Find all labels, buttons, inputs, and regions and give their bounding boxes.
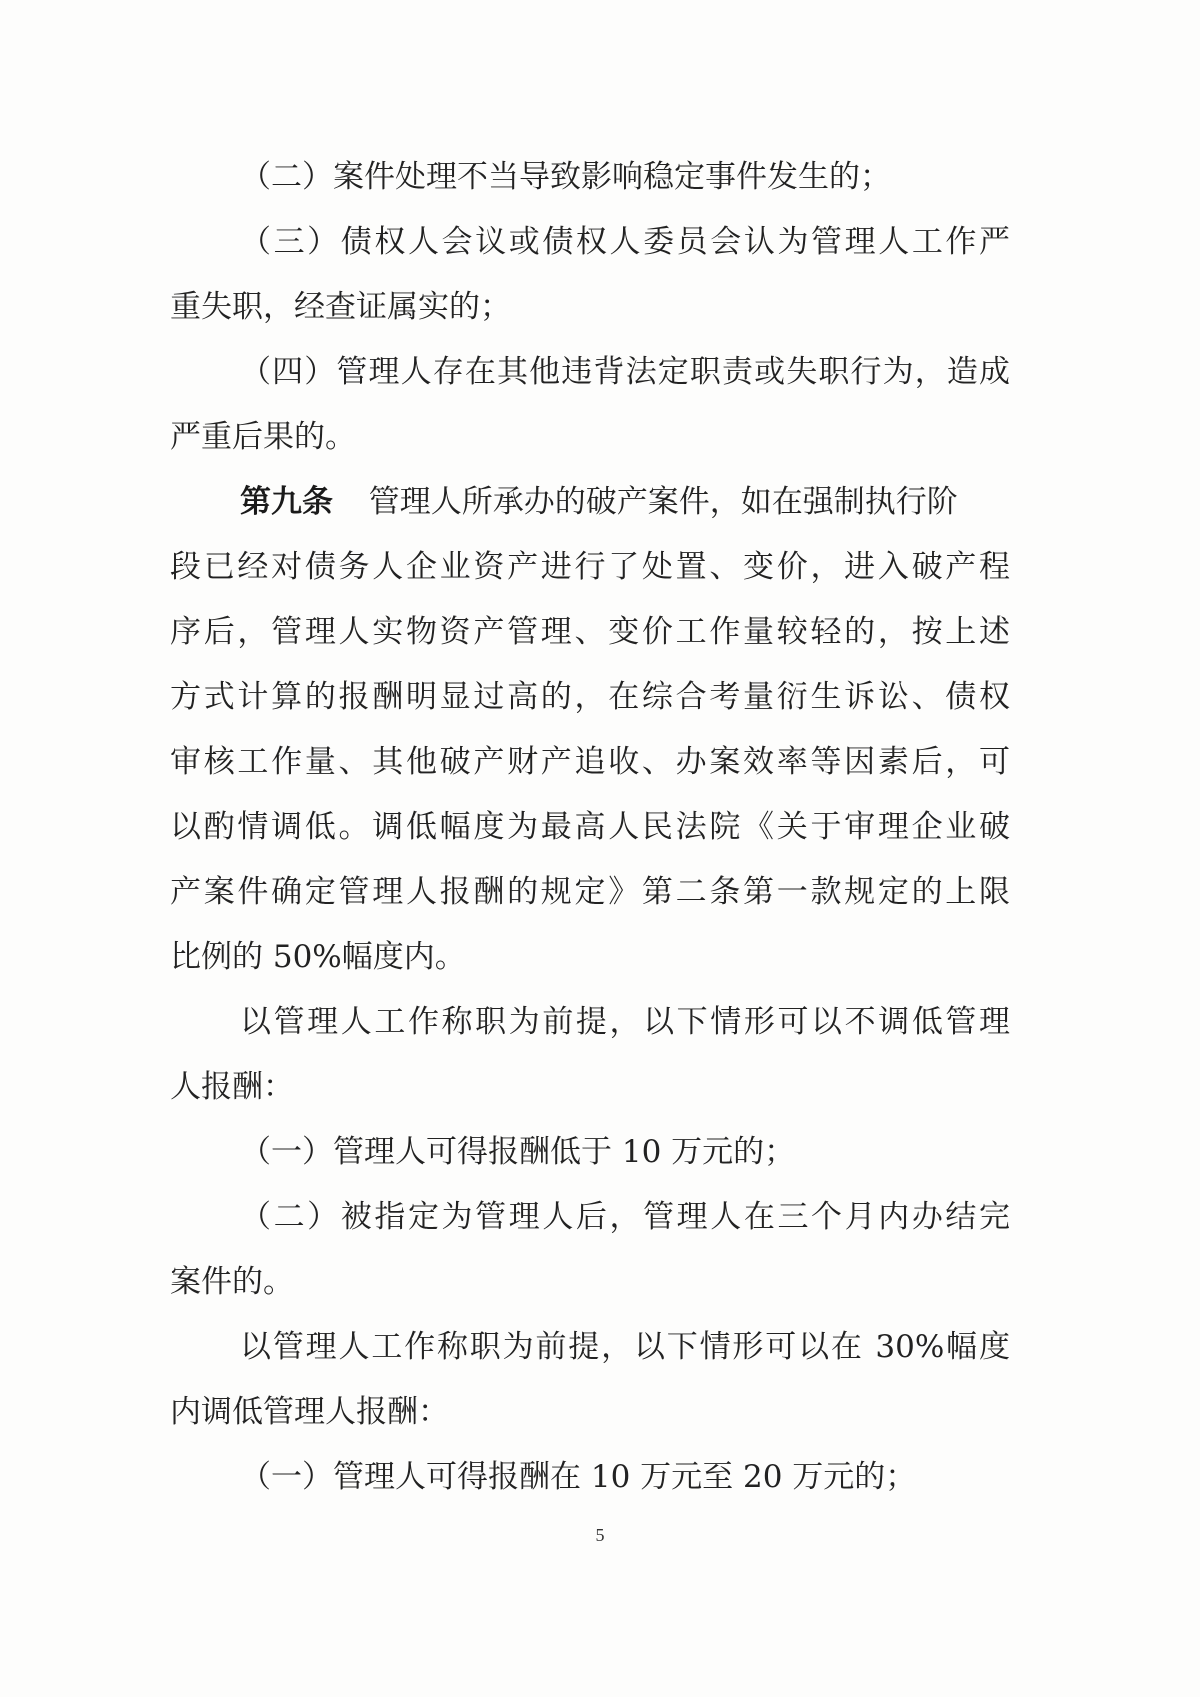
- paragraph-line: 内调低管理人报酬：: [170, 1394, 449, 1430]
- paragraph-line: 产案件确定管理人报酬的规定》第二条第一款规定的上限: [170, 874, 1010, 910]
- paragraph-line: 以管理人工作称职为前提，以下情形可以不调低管理: [240, 1004, 1010, 1040]
- article-heading: 第九条: [240, 484, 333, 520]
- paragraph-line: 案件的。: [170, 1264, 294, 1300]
- article-line: [240, 482, 1010, 522]
- paragraph-line: 审核工作量、其他破产财产追收、办案效率等因素后，可: [170, 744, 1010, 780]
- paragraph-line: （一）管理人可得报酬低于 10 万元的；: [240, 1134, 796, 1170]
- page-number: 5: [595, 1525, 605, 1545]
- paragraph-line: 比例的 50%幅度内。: [170, 939, 466, 975]
- paragraph-line: （二）被指定为管理人后，管理人在三个月内办结完: [240, 1199, 1010, 1235]
- paragraph-line: 重失职，经查证属实的；: [170, 289, 511, 325]
- paragraph-line: （二）案件处理不当导致影响稳定事件发生的；: [240, 159, 891, 195]
- paragraph-line: 以管理人工作称职为前提，以下情形可以在 30%幅度: [240, 1329, 1010, 1365]
- paragraph-line: 序后，管理人实物资产管理、变价工作量较轻的，按上述: [170, 614, 1010, 650]
- paragraph-line: （三）债权人会议或债权人委员会认为管理人工作严: [240, 224, 1010, 260]
- paragraph-line: 以酌情调低。调低幅度为最高人民法院《关于审理企业破: [170, 809, 1010, 845]
- paragraph-line: 方式计算的报酬明显过高的，在综合考量衍生诉讼、债权: [170, 679, 1010, 715]
- paragraph-line: 严重后果的。: [170, 419, 356, 455]
- paragraph-line: 人报酬：: [170, 1069, 294, 1105]
- article-text: 管理人所承办的破产案件，如在强制执行阶: [368, 484, 958, 520]
- paragraph-line: （一）管理人可得报酬在 10 万元至 20 万元的；: [240, 1459, 917, 1495]
- paragraph-line: 段已经对债务人企业资产进行了处置、变价，进入破产程: [170, 549, 1010, 585]
- paragraph-line: （四）管理人存在其他违背法定职责或失职行为，造成: [240, 354, 1010, 390]
